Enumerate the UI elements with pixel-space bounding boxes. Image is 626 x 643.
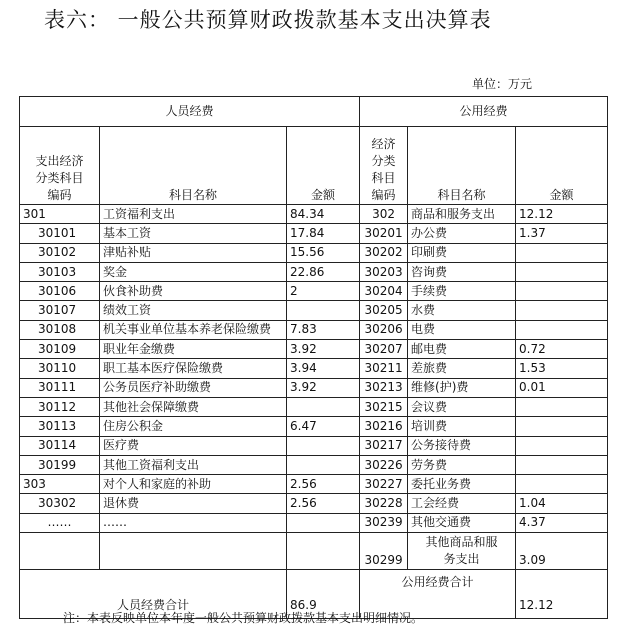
table-row (20, 224, 608, 243)
table-row (20, 533, 608, 570)
row-left-name: 工资福利支出 (100, 205, 287, 224)
row-left-name: 机关事业单位基本养老保险缴费 (100, 320, 287, 339)
row-right-amount (516, 455, 608, 474)
row-left-name (100, 533, 287, 570)
row-left-amount (287, 301, 360, 320)
row-right-name: 水费 (408, 301, 516, 320)
section-personnel: 人员经费 (20, 97, 360, 127)
row-left-code (20, 533, 100, 570)
col-right-amount: 金额 (516, 127, 608, 205)
row-left-name: 绩效工资 (100, 301, 287, 320)
row-right-name: 其他商品和服 务支出 (408, 533, 516, 570)
row-left-name: 公务员医疗补助缴费 (100, 378, 287, 397)
table-row (20, 262, 608, 281)
section-header-row (20, 97, 608, 127)
row-left-amount: 17.84 (287, 224, 360, 243)
row-left-code: 303 (20, 475, 100, 494)
row-right-name: 其他交通费 (408, 513, 516, 532)
col-right-name: 科目名称 (408, 127, 516, 205)
row-right-amount: 0.01 (516, 378, 608, 397)
row-right-amount (516, 262, 608, 281)
row-right-amount: 12.12 (516, 205, 608, 224)
row-left-amount: 2.56 (287, 494, 360, 513)
col-left-amount: 金额 (287, 127, 360, 205)
table-row (20, 494, 608, 513)
row-left-code: 30199 (20, 455, 100, 474)
table-row (20, 205, 608, 224)
row-left-amount: 3.94 (287, 359, 360, 378)
row-left-name: 伙食补助费 (100, 282, 287, 301)
row-left-code: 30101 (20, 224, 100, 243)
row-right-name: 培训费 (408, 417, 516, 436)
row-left-amount (287, 436, 360, 455)
row-right-amount (516, 397, 608, 416)
table-row (20, 378, 608, 397)
section-public: 公用经费 (360, 97, 608, 127)
row-left-code: 30107 (20, 301, 100, 320)
col-right-code: 经济 分类 科目 编码 (360, 127, 408, 205)
row-right-name: 电费 (408, 320, 516, 339)
row-right-amount (516, 301, 608, 320)
row-left-amount: 2 (287, 282, 360, 301)
row-left-name: 职工基本医疗保险缴费 (100, 359, 287, 378)
row-left-name: 基本工资 (100, 224, 287, 243)
public-total-label: 公用经费合计 (360, 570, 516, 619)
row-left-code: 30114 (20, 436, 100, 455)
row-right-code: 30226 (360, 455, 408, 474)
row-right-code: 30215 (360, 397, 408, 416)
row-right-amount (516, 243, 608, 262)
row-right-amount (516, 417, 608, 436)
row-right-code: 30207 (360, 340, 408, 359)
row-left-name: 退休费 (100, 494, 287, 513)
row-right-name: 委托业务费 (408, 475, 516, 494)
row-left-code: …… (20, 513, 100, 532)
row-left-name: 对个人和家庭的补助 (100, 475, 287, 494)
row-left-code: 30112 (20, 397, 100, 416)
row-right-code: 30201 (360, 224, 408, 243)
row-left-code: 30110 (20, 359, 100, 378)
row-left-amount: 2.56 (287, 475, 360, 494)
row-right-amount: 1.53 (516, 359, 608, 378)
table-row (20, 513, 608, 532)
row-right-amount: 1.04 (516, 494, 608, 513)
row-right-name: 印刷费 (408, 243, 516, 262)
row-left-code: 30113 (20, 417, 100, 436)
row-right-name: 劳务费 (408, 455, 516, 474)
row-left-code: 30111 (20, 378, 100, 397)
row-right-code: 302 (360, 205, 408, 224)
row-left-amount (287, 513, 360, 532)
row-right-name: 商品和服务支出 (408, 205, 516, 224)
table-row (20, 455, 608, 474)
row-left-code: 30102 (20, 243, 100, 262)
table-row (20, 320, 608, 339)
public-total-amount: 12.12 (516, 570, 608, 619)
row-right-code: 30211 (360, 359, 408, 378)
row-right-name: 公务接待费 (408, 436, 516, 455)
row-right-code: 30217 (360, 436, 408, 455)
row-right-amount: 3.09 (516, 533, 608, 570)
row-left-amount: 3.92 (287, 378, 360, 397)
table-row (20, 340, 608, 359)
row-left-amount (287, 455, 360, 474)
row-right-code: 30206 (360, 320, 408, 339)
row-right-code: 30202 (360, 243, 408, 262)
row-left-amount: 7.83 (287, 320, 360, 339)
table-row (20, 397, 608, 416)
table-row (20, 359, 608, 378)
table-row (20, 417, 608, 436)
row-left-name: 其他社会保障缴费 (100, 397, 287, 416)
personnel-total-amount: 86.9 (287, 570, 360, 619)
row-right-amount (516, 320, 608, 339)
row-left-name: …… (100, 513, 287, 532)
row-right-name: 会议费 (408, 397, 516, 416)
row-left-amount: 15.56 (287, 243, 360, 262)
row-right-code: 30216 (360, 417, 408, 436)
row-left-code: 30302 (20, 494, 100, 513)
row-right-code: 30205 (360, 301, 408, 320)
row-left-name: 职业年金缴费 (100, 340, 287, 359)
expenditure-table (19, 96, 608, 619)
row-right-amount: 1.37 (516, 224, 608, 243)
column-header-row (20, 127, 608, 205)
row-right-code: 30227 (360, 475, 408, 494)
row-right-name: 维修(护)费 (408, 378, 516, 397)
row-left-code: 30108 (20, 320, 100, 339)
row-left-amount: 6.47 (287, 417, 360, 436)
table-row (20, 436, 608, 455)
table-row (20, 282, 608, 301)
row-left-amount: 84.34 (287, 205, 360, 224)
col-left-name: 科目名称 (100, 127, 287, 205)
table-row (20, 475, 608, 494)
row-right-code: 30204 (360, 282, 408, 301)
page-title: 表六： 一般公共预算财政拨款基本支出决算表 (44, 8, 492, 32)
row-left-amount (287, 397, 360, 416)
row-right-name: 差旅费 (408, 359, 516, 378)
row-left-name: 其他工资福利支出 (100, 455, 287, 474)
row-left-code: 30106 (20, 282, 100, 301)
row-right-amount (516, 436, 608, 455)
row-left-amount (287, 533, 360, 570)
row-right-code: 30228 (360, 494, 408, 513)
row-left-name: 医疗费 (100, 436, 287, 455)
row-right-name: 邮电费 (408, 340, 516, 359)
row-right-amount: 0.72 (516, 340, 608, 359)
row-left-amount: 22.86 (287, 262, 360, 281)
row-left-code: 301 (20, 205, 100, 224)
row-left-code: 30109 (20, 340, 100, 359)
footnote: 注：本表反映单位本年度一般公共预算财政拨款基本支出明细情况。 (63, 611, 424, 625)
unit-label: 单位：万元 (472, 77, 533, 91)
row-right-code: 30203 (360, 262, 408, 281)
row-right-name: 手续费 (408, 282, 516, 301)
row-right-code: 30213 (360, 378, 408, 397)
row-left-code: 30103 (20, 262, 100, 281)
row-left-name: 住房公积金 (100, 417, 287, 436)
row-right-code: 30239 (360, 513, 408, 532)
row-left-name: 津贴补贴 (100, 243, 287, 262)
row-right-name: 工会经费 (408, 494, 516, 513)
table-row (20, 243, 608, 262)
table-row (20, 301, 608, 320)
row-left-amount: 3.92 (287, 340, 360, 359)
col-left-code: 支出经济 分类科目 编码 (20, 127, 100, 205)
row-right-name: 办公费 (408, 224, 516, 243)
row-right-amount (516, 282, 608, 301)
row-right-amount: 4.37 (516, 513, 608, 532)
row-right-code: 30299 (360, 533, 408, 570)
personnel-total-label: 人员经费合计 (20, 570, 287, 619)
row-right-amount (516, 475, 608, 494)
row-right-name: 咨询费 (408, 262, 516, 281)
row-left-name: 奖金 (100, 262, 287, 281)
